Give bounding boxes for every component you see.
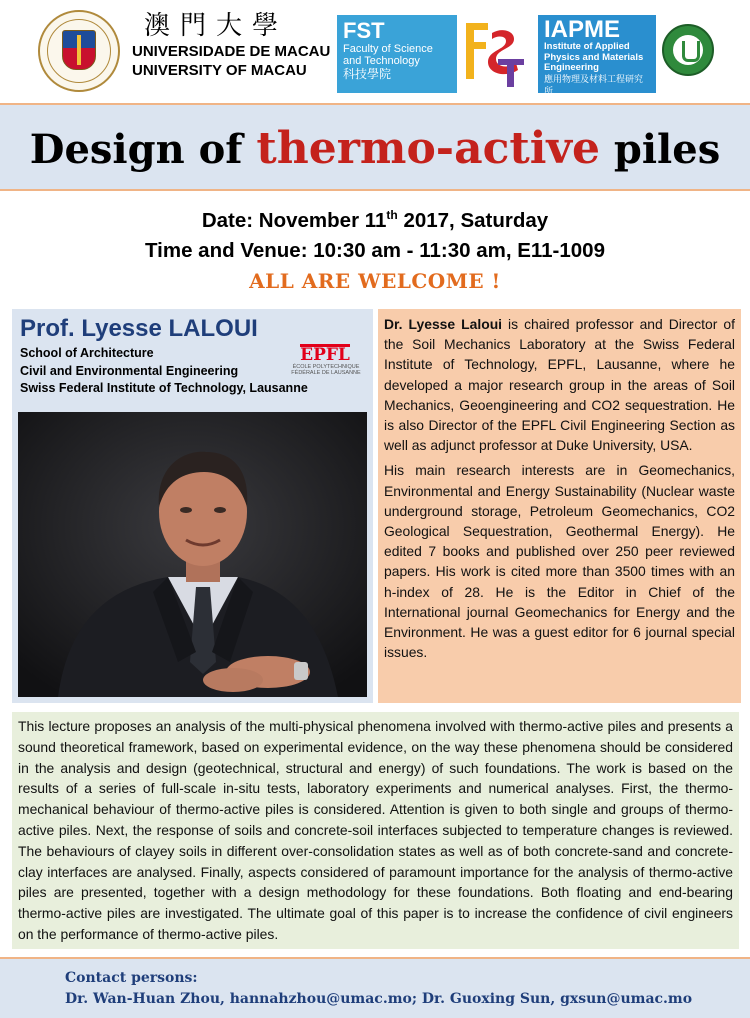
- speaker-name: Prof. Lyesse LALOUI: [20, 315, 258, 342]
- university-of-macau-wordmark: [132, 10, 332, 80]
- title-prefix: Design of: [29, 126, 257, 173]
- epfl-logo: [284, 344, 368, 376]
- bio-paragraph-2: His main research interests are in Geomechanics, Environmental and Energy Sustainability (Nuclear waste underground storage, Petroleum Geomechanics, CO2 Geological Sequestration, Geothermal Energy). He edited 7 books and published over 250 peer reviewed papers. His work is cited more than 3500 times with an h-index of 28. He is the Editor in Chief of the International journal Geomechanics for Energy and the Environment. He was a guest editor for 6 journal special issues.: [384, 462, 735, 661]
- um-english-name: UNIVERSITY OF MACAU: [132, 62, 307, 79]
- event-time-venue: Time and Venue: 10:30 am - 11:30 am, E11-1009: [145, 238, 605, 262]
- um-portuguese-name: UNIVERSIDADE DE MACAU: [132, 43, 331, 60]
- epfl-subtitle-2: FÉDÉRALE DE LAUSANNE: [291, 370, 361, 376]
- fst-line-2: and Technology: [343, 55, 420, 67]
- speaker-biography: [378, 309, 741, 703]
- fst-logo: [337, 15, 457, 93]
- iapme-seal-icon: [662, 24, 714, 76]
- iapme-line-1: Institute of Applied: [544, 41, 630, 52]
- title-suffix: piles: [599, 126, 721, 173]
- affiliation-school: School of Architecture: [20, 346, 154, 360]
- abstract-text: This lecture proposes an analysis of the multi-physical phenomena involved with thermo-active piles and presents a sound theoretical framework, based on experimental evidence, on the way these phenomena should be considered in the analysis and design (geotechnical, structural and energy) of such foundations. The work is based on the results of a series of full-scale in-situ tests, laboratory experiments and numerical analyses. First, the thermo-mechanical behaviour of thermo-active piles is considered. Attention is given to both single and groups of thermo-active piles. Next, the response of soils and concrete-soil interfaces subjected to temperature changes is reviewed. The behaviours of clayey soils in different over-consolidation states as well as of both concrete-sand and concrete-clay interfaces are analysed. Finally, aspects considered of paramount importance for the analysis of thermo-active piles are presented, together with a design methodology for these foundations. Both floating and end-bearing thermo-active piles are investigated. The ultimate goal of this paper is to increase the confidence of civil engineers on the performance of thermo-active piles.: [18, 718, 733, 942]
- iapme-title: IAPME: [544, 16, 621, 43]
- speaker-portrait: [18, 412, 367, 697]
- contact-footer: [0, 957, 750, 1018]
- event-info: [0, 200, 750, 296]
- header-logos: [0, 0, 750, 100]
- iapme-line-3: Engineering: [544, 62, 599, 73]
- fst-emblem-icon: [458, 15, 528, 93]
- fst-chinese: 科技學院: [343, 67, 392, 81]
- affiliation-institute: Swiss Federal Institute of Technology, Lausanne: [20, 381, 308, 395]
- lecture-abstract: [12, 712, 739, 949]
- epfl-wordmark: EPFL: [300, 345, 350, 365]
- title-band: [0, 103, 750, 191]
- iapme-chinese: 應用物理及材料工程研究所: [544, 74, 644, 97]
- speaker-panel: [12, 309, 373, 703]
- fst-title: FST: [343, 18, 385, 43]
- event-date: Date: November 11th 2017, Saturday: [201, 208, 549, 232]
- um-chinese-name: 澳門大學: [144, 11, 289, 41]
- university-of-macau-seal-icon: [38, 10, 120, 92]
- iapme-logo: [538, 15, 656, 97]
- fst-line-1: Faculty of Science: [343, 43, 433, 55]
- welcome-banner: ALL ARE WELCOME !: [249, 268, 501, 293]
- title-highlight: thermo-active: [256, 123, 600, 174]
- bio-paragraph-1: Dr. Lyesse Laloui is chaired professor and Director of the Soil Mechanics Laboratory at the Swiss Federal Institute of Technology, EPFL, Lausanne, where he developed a major research group in the areas of Soil Mechanics, Geoengineering and CO2 sequestration. He is also Director of the EPFL Civil Engineering Section as well as adjunct professor at Duke University, USA.: [384, 316, 735, 454]
- contact-title: Contact persons:: [65, 970, 198, 986]
- affiliation-department: Civil and Environmental Engineering: [20, 363, 239, 378]
- contact-persons: Dr. Wan-Huan Zhou, hannahzhou@umac.mo; Dr. Guoxing Sun, gxsun@umac.mo: [65, 991, 693, 1007]
- epfl-subtitle-1: ÉCOLE POLYTECHNIQUE: [292, 364, 360, 370]
- iapme-line-2: Physics and Materials: [544, 51, 644, 63]
- page-title: [0, 125, 750, 174]
